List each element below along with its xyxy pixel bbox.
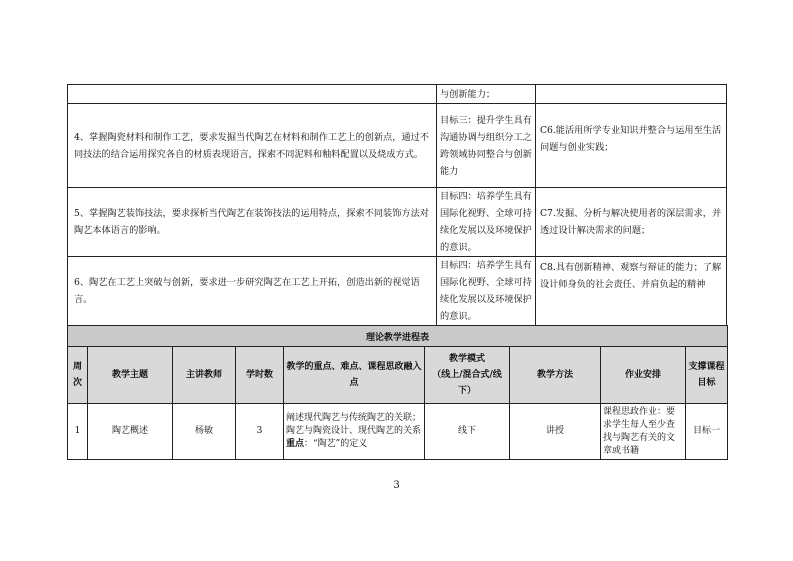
objective-cell: 5、掌握陶艺装饰技法，要求探析当代陶艺在装饰技法的运用特点，探索不同装饰方法对陶艺本体语言的影响。 [68, 188, 437, 257]
objectives-table [67, 84, 727, 326]
key-points-definition: ：“陶艺”的定义 [304, 439, 368, 449]
objective-cell: 4、掌握陶瓷材料和制作工艺，要求发掘当代陶艺在材料和制作工艺上的创新点，通过不同技法的结合运用探究各自的材质表现语言，探索不同泥料和釉料配置以及烧成方式。 [68, 104, 437, 188]
topic-cell: 陶艺概述 [88, 404, 173, 460]
course-goal-cell: 目标四：培养学生具有国际化视野、全球可持续化发展以及环境保护的意识。 [437, 188, 536, 257]
course-goal-cell: 与创新能力； [437, 85, 536, 104]
header-homework: 作业安排 [601, 347, 686, 404]
schedule-table [67, 325, 728, 460]
competency-cell [536, 85, 727, 104]
table-row [68, 85, 727, 104]
table-row [68, 104, 727, 188]
key-points-cell [284, 404, 425, 460]
table-row [68, 257, 727, 326]
header-topic: 教学主题 [88, 347, 173, 404]
header-week: 周次 [68, 347, 88, 404]
competency-cell: C8.具有创新精神、观察与辩证的能力；了解设计师身负的社会责任、并肩负起的精神 [536, 257, 727, 326]
key-points-text: 阐述现代陶艺与传统陶艺的关联；陶艺与陶瓷设计、现代陶艺的关系 [286, 413, 422, 436]
header-method: 教学方法 [510, 347, 601, 404]
competency-cell: C7.发掘、分析与解决使用者的深层需求，并透过设计解决需求的问题； [536, 188, 727, 257]
homework-cell: 课程思政作业：要求学生每人至少查找与陶艺有关的文章或书籍 [601, 404, 686, 460]
objective-cell [68, 85, 437, 104]
mode-cell: 线下 [425, 404, 510, 460]
header-mode-line2: （线上/混合式/线下） [432, 370, 502, 396]
header-mode [425, 347, 510, 404]
course-goal-cell: 目标四：培养学生具有国际化视野、全球可持续化发展以及环境保护的意识。 [437, 257, 536, 326]
table-row [68, 188, 727, 257]
page-number: 3 [393, 480, 400, 491]
key-points-emphasis: 重点 [286, 439, 305, 449]
teacher-cell: 杨敏 [173, 404, 236, 460]
header-hours: 学时数 [236, 347, 284, 404]
support-cell: 目标一 [686, 404, 728, 460]
header-support: 支撑课程目标 [686, 347, 728, 404]
week-cell: 1 [68, 404, 88, 460]
table-row [68, 404, 728, 460]
header-mode-line1: 教学模式 [448, 354, 485, 364]
header-key-points: 教学的重点、难点、课程思政融入点 [284, 347, 425, 404]
header-teacher: 主讲教师 [173, 347, 236, 404]
hours-cell: 3 [236, 404, 284, 460]
schedule-title: 理论教学进程表 [68, 326, 728, 347]
course-goal-cell: 目标三：提升学生具有沟通协调与组织分工之跨领域协同整合与创新能力 [437, 104, 536, 188]
competency-cell: C6.能活用所学专业知识并整合与运用至生活问题与创业实践； [536, 104, 727, 188]
header-row [68, 347, 728, 404]
objective-cell: 6、陶艺在工艺上突破与创新，要求进一步研究陶艺在工艺上开拓，创造出新的视觉语言。 [68, 257, 437, 326]
method-cell: 讲授 [510, 404, 601, 460]
